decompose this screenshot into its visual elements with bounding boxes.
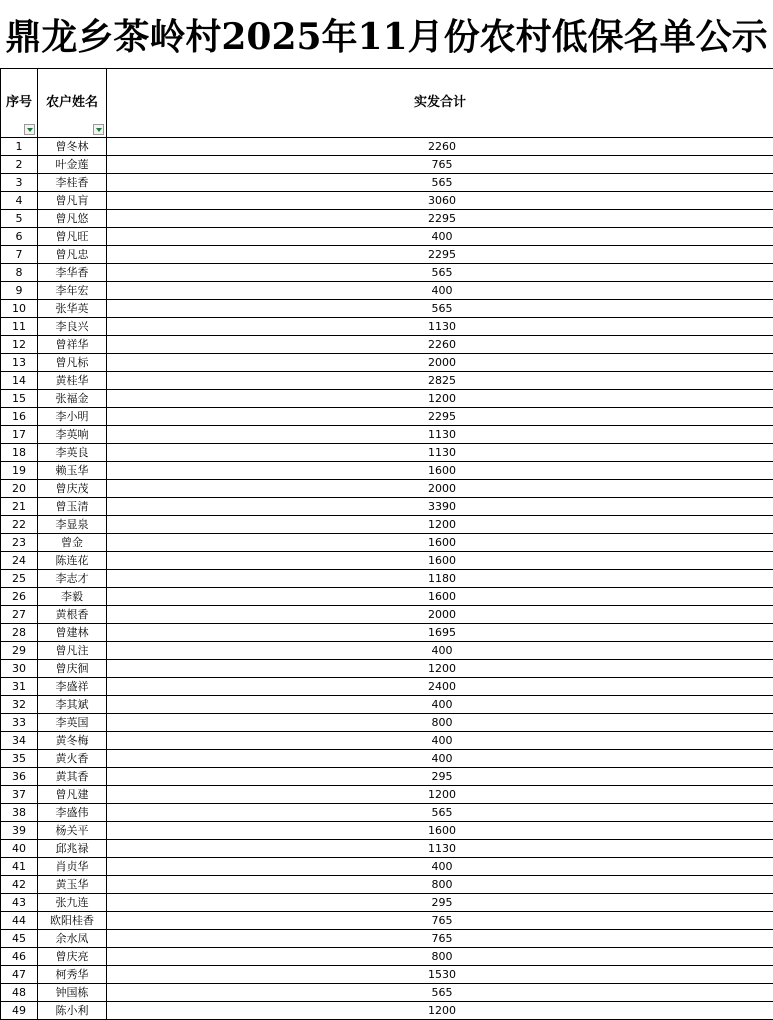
table-row	[1, 642, 773, 660]
serial-cell[interactable]: 34	[1, 732, 38, 750]
name-cell[interactable]: 李毅	[38, 588, 107, 606]
table-row	[1, 498, 773, 516]
table-row	[1, 318, 773, 336]
amount-cell[interactable]: 400	[107, 642, 773, 660]
amount-cell[interactable]: 1200	[107, 660, 773, 678]
name-cell[interactable]: 张福金	[38, 390, 107, 408]
amount-cell[interactable]: 2295	[107, 408, 773, 426]
table-row	[1, 948, 773, 966]
amount-cell[interactable]: 1600	[107, 534, 773, 552]
name-cell[interactable]: 曾凡建	[38, 786, 107, 804]
serial-cell[interactable]: 4	[1, 192, 38, 210]
amount-cell[interactable]: 1200	[107, 1002, 773, 1020]
serial-cell[interactable]: 32	[1, 696, 38, 714]
amount-cell[interactable]: 565	[107, 264, 773, 282]
name-cell[interactable]: 曾庆徊	[38, 660, 107, 678]
table-row	[1, 768, 773, 786]
amount-cell[interactable]: 1180	[107, 570, 773, 588]
filter-dropdown-icon[interactable]	[24, 124, 35, 135]
header-row	[1, 69, 773, 138]
table-row	[1, 966, 773, 984]
name-cell[interactable]: 陈小利	[38, 1002, 107, 1020]
table-row	[1, 228, 773, 246]
serial-cell[interactable]: 17	[1, 426, 38, 444]
amount-cell[interactable]: 1130	[107, 840, 773, 858]
serial-cell[interactable]: 42	[1, 876, 38, 894]
amount-cell[interactable]: 295	[107, 768, 773, 786]
name-cell[interactable]: 黄根香	[38, 606, 107, 624]
name-cell[interactable]: 曾建林	[38, 624, 107, 642]
name-cell[interactable]: 李小明	[38, 408, 107, 426]
filter-dropdown-icon[interactable]	[93, 124, 104, 135]
table-row	[1, 714, 773, 732]
serial-cell[interactable]: 20	[1, 480, 38, 498]
name-cell[interactable]: 黄冬梅	[38, 732, 107, 750]
amount-cell[interactable]: 400	[107, 858, 773, 876]
serial-cell[interactable]: 29	[1, 642, 38, 660]
table-row	[1, 930, 773, 948]
table-row	[1, 840, 773, 858]
table-row	[1, 444, 773, 462]
header-amount	[107, 69, 773, 138]
serial-cell[interactable]: 9	[1, 282, 38, 300]
amount-cell[interactable]: 400	[107, 282, 773, 300]
table-row	[1, 570, 773, 588]
amount-cell[interactable]: 1600	[107, 588, 773, 606]
name-cell[interactable]: 余水凤	[38, 930, 107, 948]
amount-cell[interactable]: 1130	[107, 318, 773, 336]
serial-cell[interactable]: 3	[1, 174, 38, 192]
amount-cell[interactable]: 1600	[107, 552, 773, 570]
serial-cell[interactable]: 26	[1, 588, 38, 606]
table-row	[1, 426, 773, 444]
roster-table	[0, 68, 773, 1020]
serial-cell[interactable]: 27	[1, 606, 38, 624]
serial-cell[interactable]: 18	[1, 444, 38, 462]
amount-cell[interactable]: 2260	[107, 138, 773, 156]
table-row	[1, 984, 773, 1002]
name-cell[interactable]: 李英响	[38, 426, 107, 444]
table-row	[1, 1002, 773, 1020]
table-row	[1, 660, 773, 678]
amount-cell[interactable]: 2400	[107, 678, 773, 696]
serial-cell[interactable]: 13	[1, 354, 38, 372]
amount-cell[interactable]: 400	[107, 228, 773, 246]
serial-cell[interactable]: 8	[1, 264, 38, 282]
table-row	[1, 750, 773, 768]
serial-cell[interactable]: 14	[1, 372, 38, 390]
name-cell[interactable]: 曾凡悠	[38, 210, 107, 228]
amount-cell[interactable]: 2295	[107, 210, 773, 228]
serial-cell[interactable]: 6	[1, 228, 38, 246]
amount-cell[interactable]: 400	[107, 750, 773, 768]
table-row	[1, 354, 773, 372]
serial-cell[interactable]: 37	[1, 786, 38, 804]
header-name-label: 农户姓名	[45, 94, 98, 110]
name-cell[interactable]: 黄火香	[38, 750, 107, 768]
name-cell[interactable]: 李英良	[38, 444, 107, 462]
name-cell[interactable]: 李盛祥	[38, 678, 107, 696]
name-cell[interactable]: 李其斌	[38, 696, 107, 714]
name-cell[interactable]: 李华香	[38, 264, 107, 282]
table-row	[1, 336, 773, 354]
amount-cell[interactable]: 800	[107, 876, 773, 894]
serial-cell[interactable]: 16	[1, 408, 38, 426]
name-cell[interactable]: 李年宏	[38, 282, 107, 300]
table-row	[1, 156, 773, 174]
table-row	[1, 822, 773, 840]
table-row	[1, 894, 773, 912]
name-cell[interactable]: 曾冬林	[38, 138, 107, 156]
serial-cell[interactable]: 46	[1, 948, 38, 966]
table-row	[1, 732, 773, 750]
serial-cell[interactable]: 10	[1, 300, 38, 318]
table-row	[1, 516, 773, 534]
table-row	[1, 876, 773, 894]
name-cell[interactable]: 李志才	[38, 570, 107, 588]
table-row	[1, 390, 773, 408]
amount-cell[interactable]: 1130	[107, 426, 773, 444]
name-cell[interactable]: 曾庆茂	[38, 480, 107, 498]
serial-cell[interactable]: 44	[1, 912, 38, 930]
amount-cell[interactable]: 1200	[107, 390, 773, 408]
serial-cell[interactable]: 11	[1, 318, 38, 336]
amount-cell[interactable]: 1600	[107, 822, 773, 840]
serial-cell[interactable]: 1	[1, 138, 38, 156]
table-row	[1, 264, 773, 282]
amount-cell[interactable]: 2295	[107, 246, 773, 264]
name-cell[interactable]: 黄玉华	[38, 876, 107, 894]
table-row	[1, 588, 773, 606]
serial-cell[interactable]: 12	[1, 336, 38, 354]
serial-cell[interactable]: 39	[1, 822, 38, 840]
table-row	[1, 624, 773, 642]
serial-cell[interactable]: 21	[1, 498, 38, 516]
table-row	[1, 912, 773, 930]
amount-cell[interactable]: 2825	[107, 372, 773, 390]
amount-cell[interactable]: 400	[107, 696, 773, 714]
name-cell[interactable]: 曾祥华	[38, 336, 107, 354]
table-row	[1, 786, 773, 804]
name-cell[interactable]: 肖贞华	[38, 858, 107, 876]
amount-cell[interactable]: 765	[107, 912, 773, 930]
serial-cell[interactable]: 45	[1, 930, 38, 948]
serial-cell[interactable]: 43	[1, 894, 38, 912]
serial-cell[interactable]: 36	[1, 768, 38, 786]
amount-cell[interactable]: 1530	[107, 966, 773, 984]
amount-cell[interactable]: 565	[107, 174, 773, 192]
table-row	[1, 372, 773, 390]
table-row	[1, 138, 773, 156]
table-row	[1, 804, 773, 822]
name-cell[interactable]: 邱兆禄	[38, 840, 107, 858]
serial-cell[interactable]: 35	[1, 750, 38, 768]
amount-cell[interactable]: 3390	[107, 498, 773, 516]
amount-cell[interactable]: 1695	[107, 624, 773, 642]
serial-cell[interactable]: 31	[1, 678, 38, 696]
serial-cell[interactable]: 33	[1, 714, 38, 732]
header-amount-label: 实发合计	[413, 94, 466, 110]
serial-cell[interactable]: 41	[1, 858, 38, 876]
table-row	[1, 282, 773, 300]
serial-cell[interactable]: 7	[1, 246, 38, 264]
table-row	[1, 552, 773, 570]
serial-cell[interactable]: 22	[1, 516, 38, 534]
table-row	[1, 192, 773, 210]
name-cell[interactable]: 黄桂华	[38, 372, 107, 390]
name-cell[interactable]: 李桂香	[38, 174, 107, 192]
serial-cell[interactable]: 28	[1, 624, 38, 642]
amount-cell[interactable]: 565	[107, 804, 773, 822]
name-cell[interactable]: 叶金莲	[38, 156, 107, 174]
table-row	[1, 696, 773, 714]
table-row	[1, 480, 773, 498]
serial-cell[interactable]: 48	[1, 984, 38, 1002]
amount-cell[interactable]: 2000	[107, 354, 773, 372]
table-row	[1, 246, 773, 264]
amount-cell[interactable]: 2000	[107, 606, 773, 624]
amount-cell[interactable]: 2000	[107, 480, 773, 498]
serial-cell[interactable]: 2	[1, 156, 38, 174]
header-name	[38, 69, 107, 138]
name-cell[interactable]: 赖玉华	[38, 462, 107, 480]
amount-cell[interactable]: 400	[107, 732, 773, 750]
table-row	[1, 210, 773, 228]
table-row	[1, 462, 773, 480]
amount-cell[interactable]: 3060	[107, 192, 773, 210]
name-cell[interactable]: 李良兴	[38, 318, 107, 336]
serial-cell[interactable]: 5	[1, 210, 38, 228]
header-serial	[1, 69, 38, 138]
serial-cell[interactable]: 49	[1, 1002, 38, 1020]
serial-cell[interactable]: 30	[1, 660, 38, 678]
name-cell[interactable]: 钟国栋	[38, 984, 107, 1002]
amount-cell[interactable]: 1130	[107, 444, 773, 462]
serial-cell[interactable]: 25	[1, 570, 38, 588]
name-cell[interactable]: 李盛伟	[38, 804, 107, 822]
amount-cell[interactable]: 765	[107, 930, 773, 948]
name-cell[interactable]: 曾凡标	[38, 354, 107, 372]
name-cell[interactable]: 李英国	[38, 714, 107, 732]
table-row	[1, 606, 773, 624]
table-row	[1, 534, 773, 552]
amount-cell[interactable]: 1200	[107, 786, 773, 804]
name-cell[interactable]: 曾金	[38, 534, 107, 552]
name-cell[interactable]: 欧阳桂香	[38, 912, 107, 930]
table-row	[1, 174, 773, 192]
name-cell[interactable]: 曾凡旺	[38, 228, 107, 246]
serial-cell[interactable]: 24	[1, 552, 38, 570]
name-cell[interactable]: 张九连	[38, 894, 107, 912]
serial-cell[interactable]: 19	[1, 462, 38, 480]
name-cell[interactable]: 曾凡肓	[38, 192, 107, 210]
serial-cell[interactable]: 47	[1, 966, 38, 984]
amount-cell[interactable]: 800	[107, 948, 773, 966]
name-cell[interactable]: 张华英	[38, 300, 107, 318]
serial-cell[interactable]: 40	[1, 840, 38, 858]
document-title: 鼎龙乡茶岭村2025年11月份农村低保名单公示	[5, 15, 768, 58]
amount-cell[interactable]: 800	[107, 714, 773, 732]
header-serial-label: 序号	[5, 94, 32, 110]
amount-cell[interactable]: 565	[107, 300, 773, 318]
name-cell[interactable]: 陈连花	[38, 552, 107, 570]
name-cell[interactable]: 曾凡注	[38, 642, 107, 660]
name-cell[interactable]: 杨关平	[38, 822, 107, 840]
name-cell[interactable]: 柯秀华	[38, 966, 107, 984]
name-cell[interactable]: 黄其香	[38, 768, 107, 786]
table-row	[1, 408, 773, 426]
amount-cell[interactable]: 1600	[107, 462, 773, 480]
amount-cell[interactable]: 2260	[107, 336, 773, 354]
serial-cell[interactable]: 15	[1, 390, 38, 408]
name-cell[interactable]: 曾庆亮	[38, 948, 107, 966]
table-row	[1, 858, 773, 876]
name-cell[interactable]: 曾凡忠	[38, 246, 107, 264]
amount-cell[interactable]: 295	[107, 894, 773, 912]
amount-cell[interactable]: 765	[107, 156, 773, 174]
table-row	[1, 300, 773, 318]
serial-cell[interactable]: 38	[1, 804, 38, 822]
amount-cell[interactable]: 565	[107, 984, 773, 1002]
name-cell[interactable]: 李显泉	[38, 516, 107, 534]
name-cell[interactable]: 曾玉清	[38, 498, 107, 516]
amount-cell[interactable]: 1200	[107, 516, 773, 534]
table-row	[1, 678, 773, 696]
serial-cell[interactable]: 23	[1, 534, 38, 552]
